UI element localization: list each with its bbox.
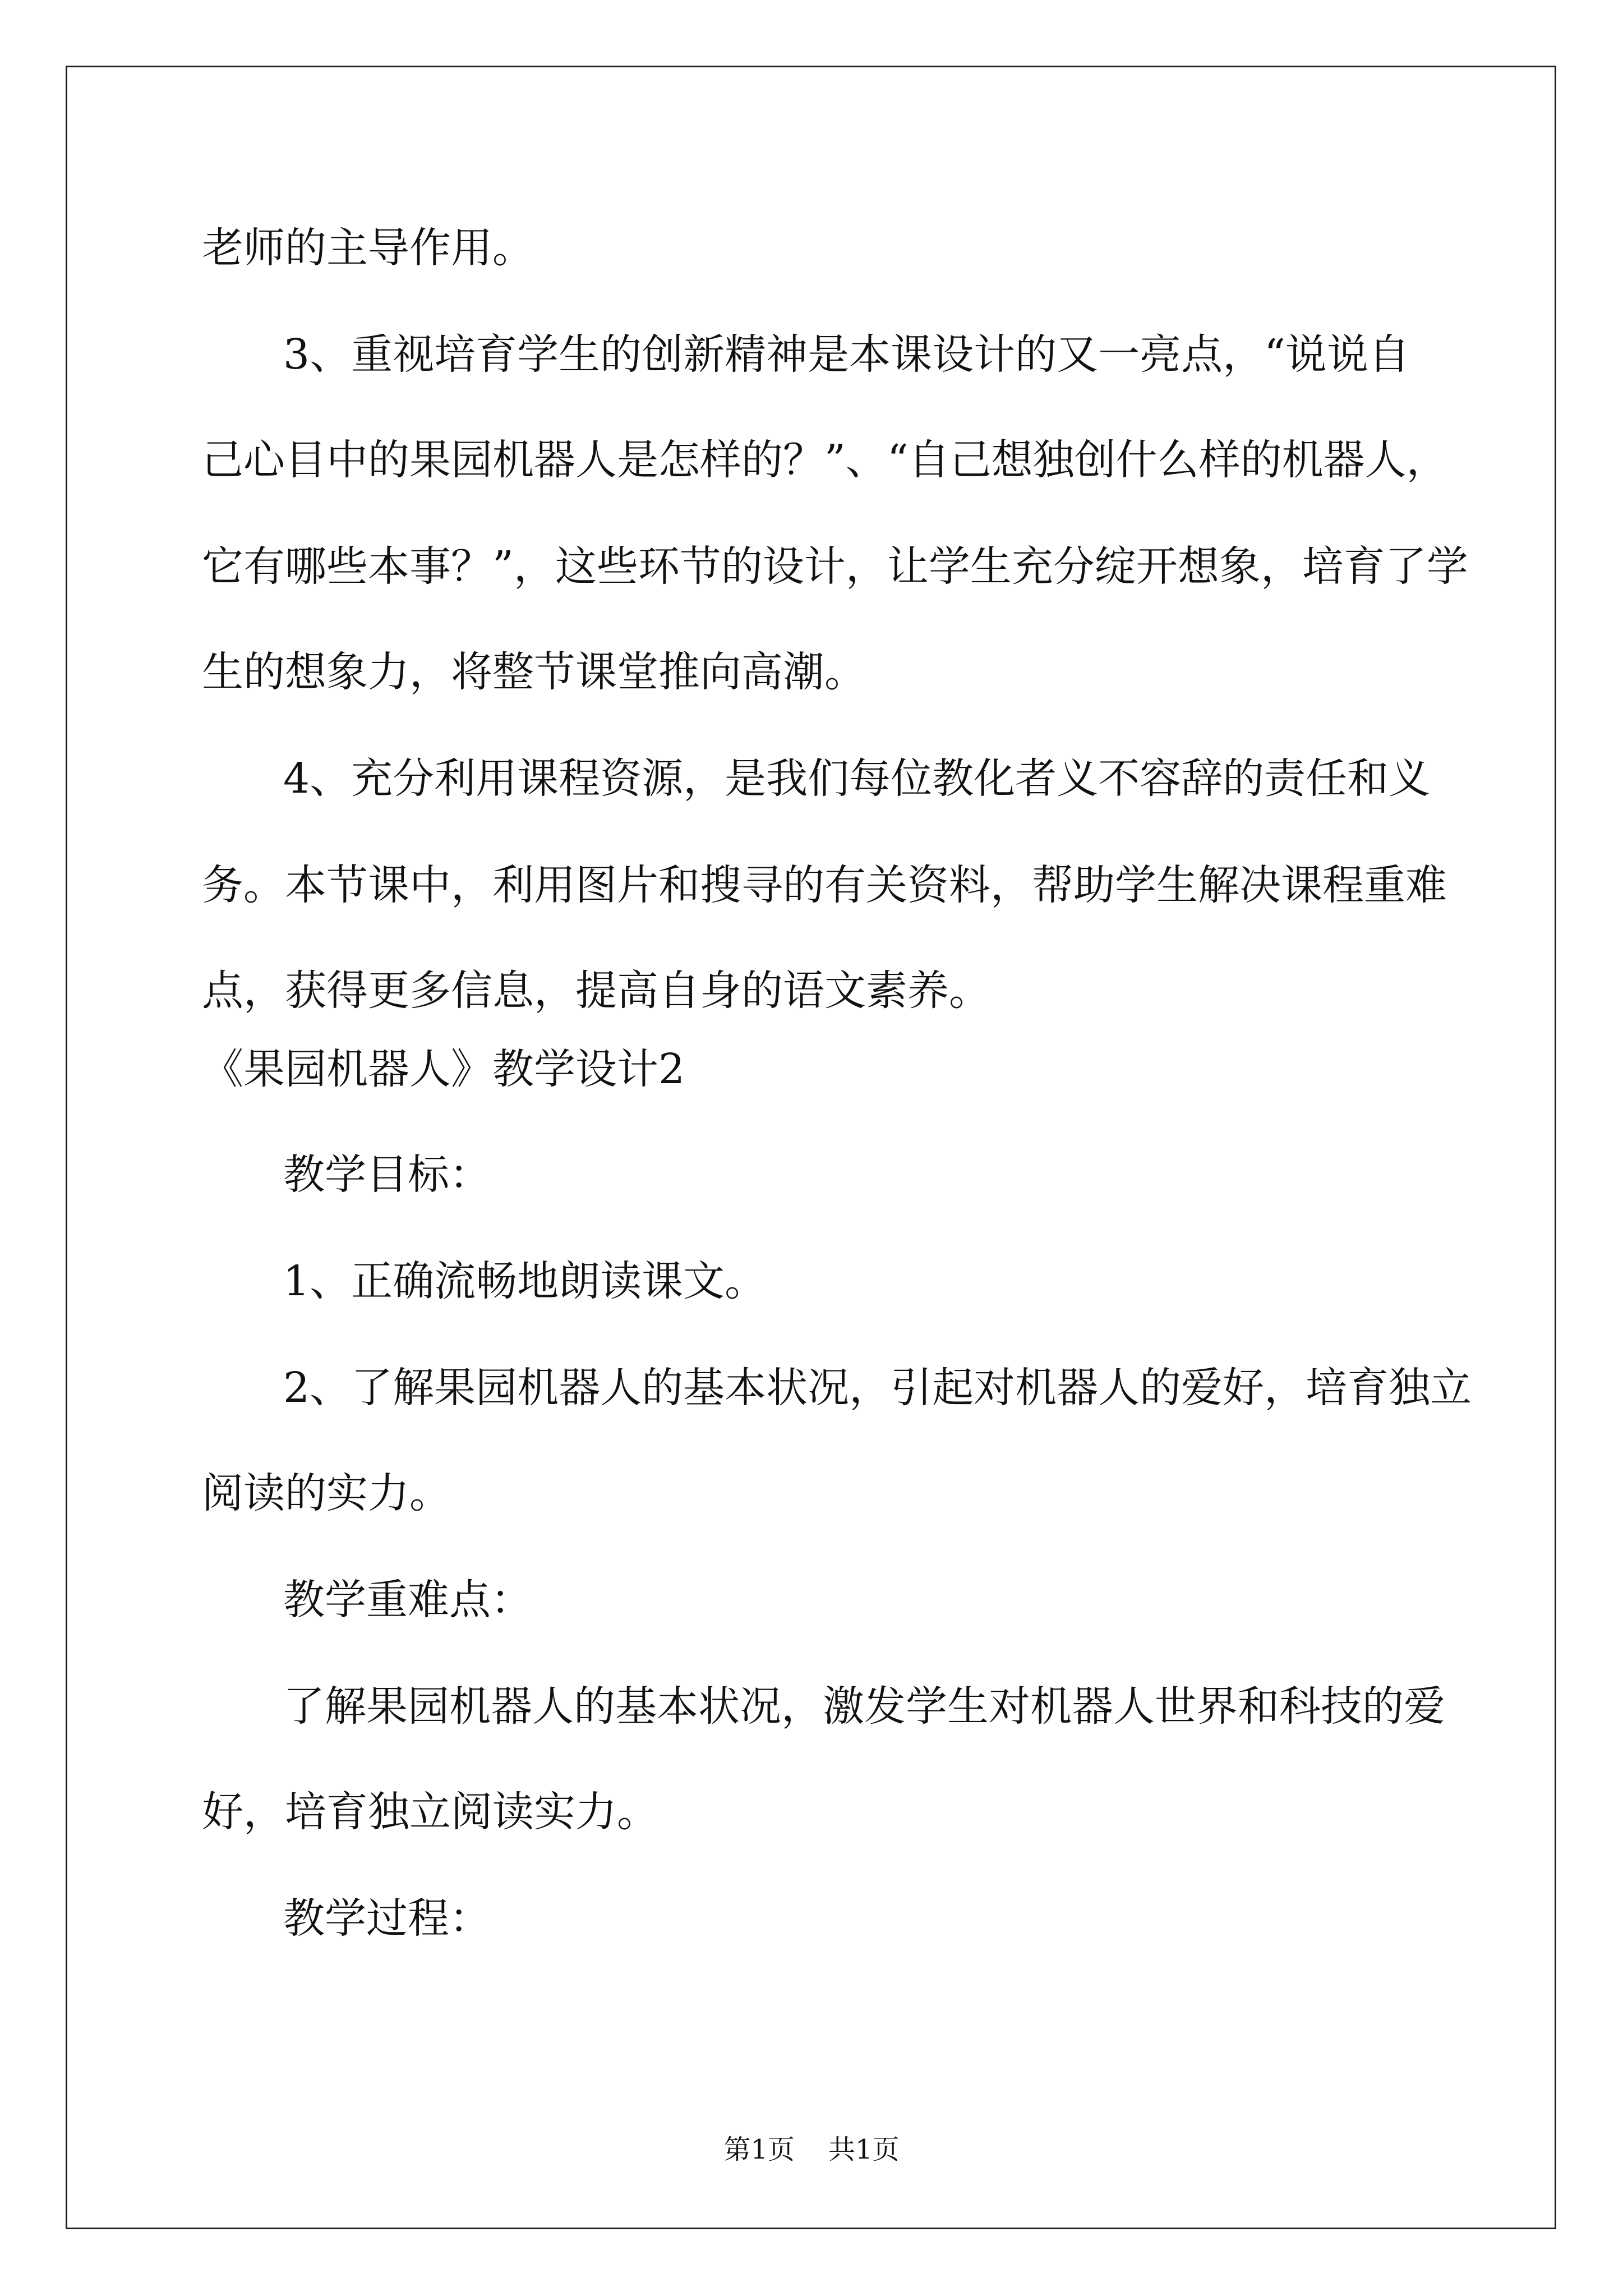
text-line-13: 阅读的实力。	[202, 1469, 451, 1517]
page-footer	[0, 2132, 1623, 2168]
text-line-7: 务。本节课中，利用图片和搜寻的有关资料，帮助学生解决课程重难	[202, 861, 1447, 909]
text-line-17: 教学过程：	[283, 1894, 491, 1943]
text-line-6: 4、充分利用课程资源，是我们每位教化者义不容辞的责任和义	[283, 754, 1431, 803]
text-line-12: 2、了解果园机器人的基本状况，引起对机器人的爱好，培育独立	[283, 1364, 1472, 1412]
text-line-10: 教学目标：	[283, 1151, 491, 1199]
text-line-1: 老师的主导作用。	[202, 224, 534, 272]
text-line-4: 它有哪些本事？”，这些环节的设计，让学生充分绽开想象，培育了学	[202, 542, 1468, 591]
text-line-8: 点，获得更多信息，提高自身的语文素养。	[202, 967, 990, 1015]
text-line-5: 生的想象力，将整节课堂推向高潮。	[202, 648, 866, 696]
text-line-2: 3、重视培育学生的创新精神是本课设计的又一亮点，“说说自	[283, 330, 1410, 379]
text-line-3: 己心目中的果园机器人是怎样的？”、“自己想独创什么样的机器人，	[202, 436, 1448, 484]
text-line-15: 了解果园机器人的基本状况，激发学生对机器人世界和科技的爱	[283, 1682, 1445, 1731]
section-heading: 《果园机器人》教学设计2	[202, 1045, 685, 1093]
text-line-11: 1、正确流畅地朗读课文。	[283, 1257, 767, 1305]
page-total: 共1页	[828, 2134, 900, 2165]
text-line-16: 好，培育独立阅读实力。	[202, 1788, 658, 1836]
text-line-14: 教学重难点：	[283, 1576, 532, 1624]
page-number: 第1页	[723, 2134, 795, 2165]
